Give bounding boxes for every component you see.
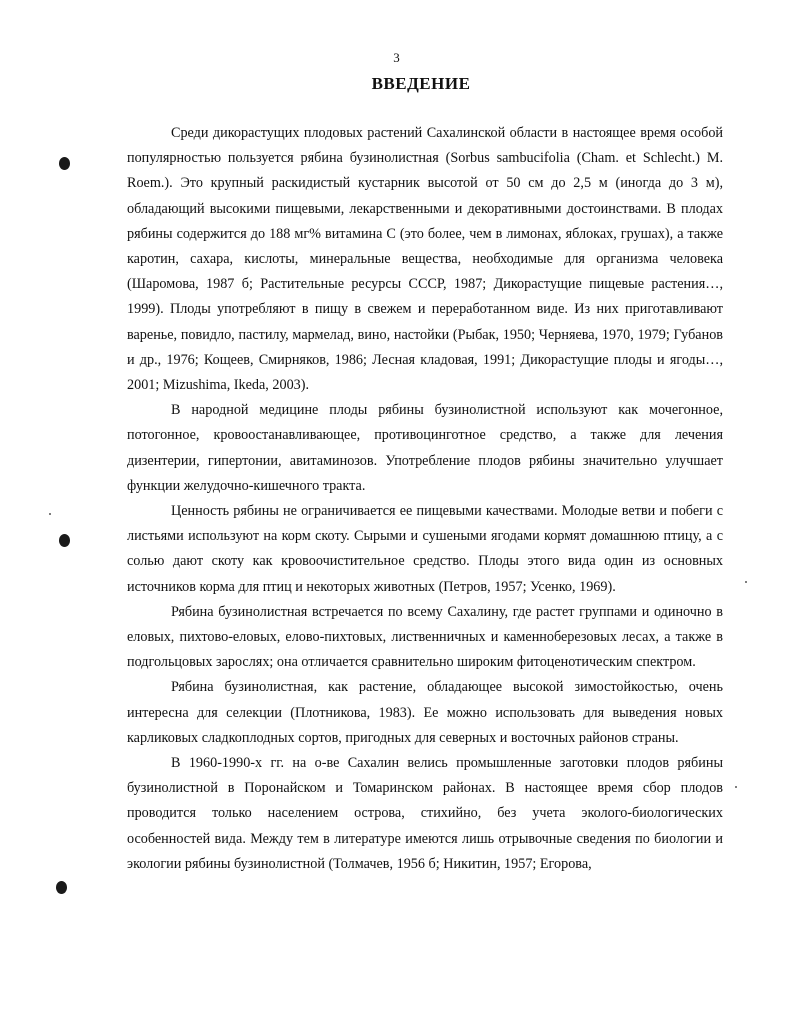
paragraph-harvest: В 1960-1990-х гг. на о-ве Сахалин велись промышленные заготовки плодов рябины бузинолистной в Поронайском и Томаринском районах. В настоящее время сбор плодов проводится только населением острова, стихийно, без учета эколого-биологических особенностей вида. Между тем в литературе имеются лишь отрывочные сведения по биологии и экологии рябины бузинолистной (Толмачев, 1956 б; Никитин, 1957; Егорова,: [127, 755, 723, 872]
body-text: [127, 121, 723, 877]
paragraph-value: Ценность рябины не ограничивается ее пищевыми качествами. Молодые ветви и побеги с листьями используют на корм скоту. Сырыми и сушеными ягодами кормят домашнюю птицу, а с солью дают скоту как кровоочистительное средство. Плоды этого вида один из основных источников корма для птиц и некоторых животных (Петров, 1957; Усенко, 1969).: [127, 503, 723, 595]
punch-hole-mark: [59, 534, 70, 547]
page-title: ВВЕДЕНИЕ: [371, 74, 471, 93]
scan-speck: [745, 581, 747, 583]
scan-speck: [735, 786, 737, 788]
paragraph-selection: Рябина бузинолистная, как растение, обладающее высокой зимостойкостью, очень интересна для селекции (Плотникова, 1983). Ее можно использовать для выведения новых карликовых сладкоплодных сортов, пригодных для северных и восточных районов страны.: [127, 679, 723, 746]
paragraph-medicine: В народной медицине плоды рябины бузинолистной используют как мочегонное, потогонное, кровоостанавливающее, противоцинготное средство, а также для лечения дизентерии, гипертонии, авитаминозов. Употребление плодов рябины значительно улучшает функции желудочно-кишечного тракта.: [127, 402, 723, 494]
scan-speck: [49, 513, 51, 515]
punch-hole-mark: [59, 157, 70, 170]
punch-hole-mark: [56, 881, 67, 894]
paragraph-distribution: Рябина бузинолистная встречается по всему Сахалину, где растет группами и одиночно в еловых, пихтово-еловых, елово-пихтовых, лиственничных и каменноберезовых лесах, а также в подгольцовых зарослях; она отличается сравнительно широким фитоценотическим спектром.: [127, 603, 723, 671]
page-number: 3: [393, 50, 400, 65]
paragraph-intro: Среди дикорастущих плодовых растений Сахалинской области в настоящее время особой популярностью пользуется рябина бузинолистная (Sorbus sambucifolia (Cham. et Schlecht.) M. Roem.). Это крупный раскидистый кустарник высотой от 50 см до 2,5 м (иногда до 3 м), обладающий высокими пищевыми, лекарственными и декоративными достоинствами. В плодах рябины содержится до 188 мг% витамина С (это более, чем в лимонах, яблоках, грушах), а также каротин, сахара, кислоты, минеральные вещества, необходимые для организма человека (Шаромова, 1987 б; Растительные ресурсы СССР, 1987; Дикорастущие пищевые растения…, 1999). Плоды употребляют в пищу в свежем и переработанном виде. Из них приготавливают варенье, повидло, пастилу, мармелад, вино, настойки (Рыбак, 1950; Черняева, 1970, 1979; Губанов и др., 1976; Кощеев, Смирняков, 1986; Лесная кладовая, 1991; Дикорастущие плоды и ягоды…, 2001; Mizushima, Ikeda, 2003).: [127, 125, 723, 394]
